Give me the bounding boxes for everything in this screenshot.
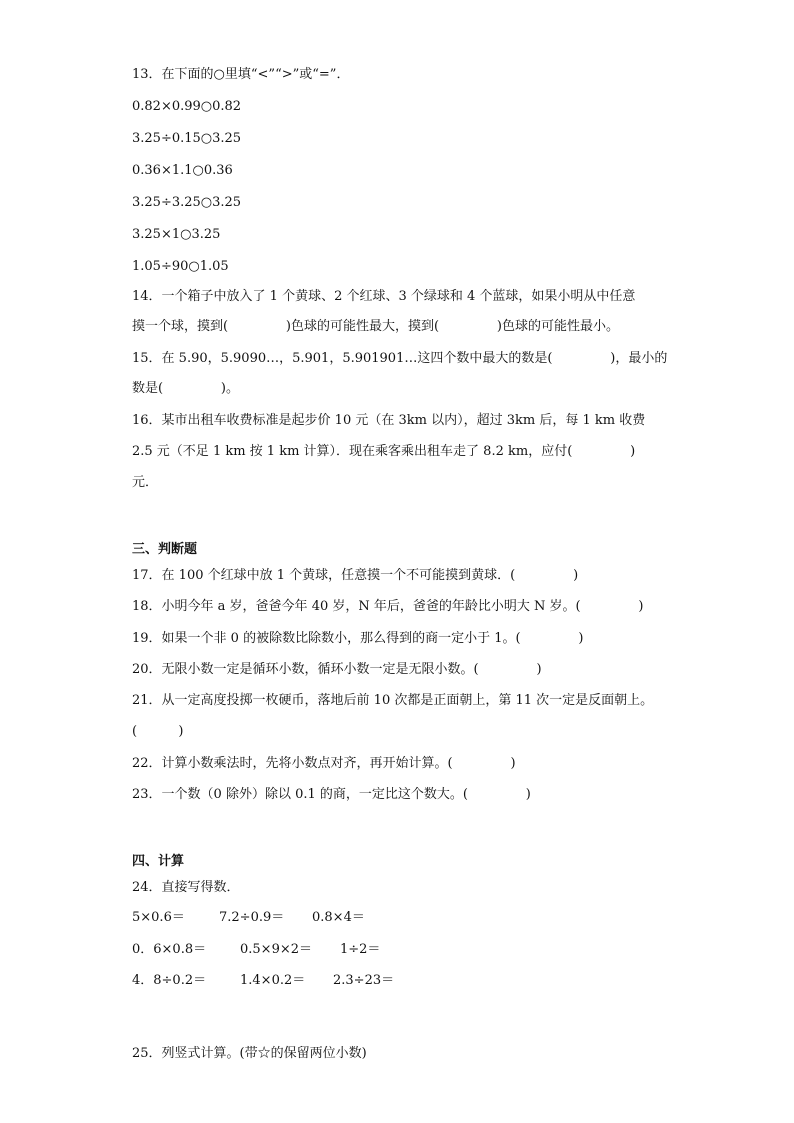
q25-title: 25．列竖式计算。(带☆的保留两位小数) <box>132 1046 367 1061</box>
q16-line1: 16．某市出租车收费标准是起步价 10 元（在 3km 以内），超过 3km 后，每 1 km 收费 <box>132 413 646 428</box>
calc-cell: 2.3÷23＝ <box>333 973 395 988</box>
judgement-item: 20．无限小数一定是循环小数，循环小数一定是无限小数。( ) <box>132 662 542 677</box>
judgement-item: 21．从一定高度投掷一枚硬币，落地后前 10 次都是正面朝上，第 11 次一定是反面朝上。 <box>132 693 654 708</box>
calc-cell: 0.8×4＝ <box>312 910 365 925</box>
calc-cell: 0．6×0.8＝ <box>132 942 207 957</box>
section-heading-calculation: 四、计算 <box>132 854 185 869</box>
q15-line1: 15．在 5.90，5.9090…，5.901，5.901901…这四个数中最大的数是( )，最小的 <box>132 351 668 366</box>
q13-item: 3.25×1○3.25 <box>132 227 221 242</box>
q13-item: 0.82×0.99○0.82 <box>132 99 242 114</box>
q13-item: 1.05÷90○1.05 <box>132 259 229 274</box>
calc-cell: 7.2÷0.9＝ <box>219 910 285 925</box>
calc-cell: 0.5×9×2＝ <box>240 942 313 957</box>
calc-cell: 5×0.6＝ <box>132 910 185 925</box>
q13-item: 3.25÷3.25○3.25 <box>132 195 242 210</box>
q16-line2: 2.5 元（不足 1 km 按 1 km 计算）．现在乘客乘出租车走了 8.2 km，应付( ) <box>132 444 636 459</box>
judgement-item: 19．如果一个非 0 的被除数比除数小，那么得到的商一定小于 1。( ) <box>132 631 584 646</box>
q14-line2: 摸一个球，摸到( )色球的可能性最大，摸到( )色球的可能性最小。 <box>132 319 619 334</box>
q24-title: 24．直接写得数． <box>132 880 240 895</box>
judgement-item: 23．一个数（0 除外）除以 0.1 的商，一定比这个数大。( ) <box>132 787 531 802</box>
q13-item: 0.36×1.1○0.36 <box>132 163 233 178</box>
calc-row <box>132 972 395 1044</box>
q14-line1: 14．一个箱子中放入了 1 个黄球、2 个红球、3 个绿球和 4 个蓝球，如果小明从中任意 <box>132 289 636 304</box>
calc-cell: 1÷2＝ <box>340 942 381 957</box>
q13-item: 3.25÷0.15○3.25 <box>132 131 242 146</box>
judgement-item: 22．计算小数乘法时，先将小数点对齐，再开始计算。( ) <box>132 756 516 771</box>
judgement-item-blank: ( ) <box>132 724 184 739</box>
calc-cell: 1.4×0.2＝ <box>240 973 306 988</box>
calc-cell: 4．8÷0.2＝ <box>132 973 207 988</box>
judgement-item: 18．小明今年 a 岁，爸爸今年 40 岁，N 年后，爸爸的年龄比小明大 N 岁。( ) <box>132 599 644 614</box>
q13-title: 13．在下面的○里填“<”“>”或“=”． <box>132 67 350 82</box>
section-heading-judgement: 三、判断题 <box>132 542 198 557</box>
q15-line2: 数是( )。 <box>132 381 239 396</box>
q16-line3: 元． <box>132 475 159 490</box>
judgement-item: 17．在 100 个红球中放 1 个黄球，任意摸一个不可能摸到黄球．( ) <box>132 568 579 583</box>
